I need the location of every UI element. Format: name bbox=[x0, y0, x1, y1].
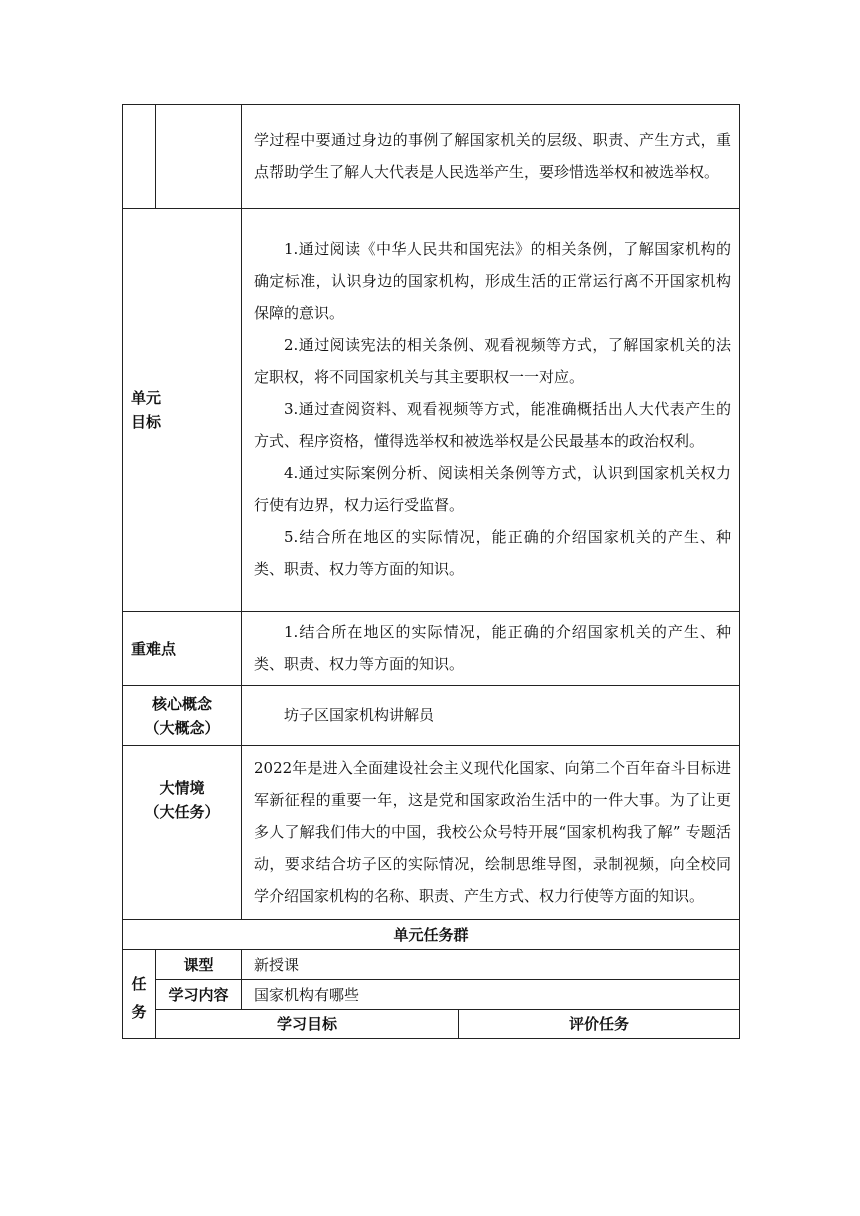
unit-goal-item: 1.通过阅读《中华人民共和国宪法》的相关条例，了解国家机构的确定标准，认识身边的国家机构，形成生活的正常运行离不开国家机构保障的意识。 bbox=[254, 240, 732, 322]
task-side-label bbox=[123, 950, 156, 1039]
unit-goal-item: 5.结合所在地区的实际情况，能正确的介绍国家机关的产生、种类、职责、权力等方面的知识。 bbox=[254, 528, 732, 578]
core-concept-row bbox=[123, 686, 740, 746]
unit-goal-label bbox=[123, 209, 242, 612]
continuation-text bbox=[242, 105, 740, 209]
task-group-header: 单元任务群 bbox=[123, 920, 740, 950]
unit-goal-item: 2.通过阅读宪法的相关条例、观看视频等方式，了解国家机关的法定职权，将不同国家机关与其主要职权一一对应。 bbox=[254, 336, 732, 386]
unit-goal-label-line2: 目标 bbox=[131, 413, 162, 431]
task-side-label-line2: 务 bbox=[131, 1003, 147, 1021]
unit-goal-item: 3.通过查阅资料、观看视频等方式，能准确概括出人大代表产生的方式、程序资格，懂得选举权和被选举权是公民最基本的政治权利。 bbox=[254, 400, 732, 450]
core-concept-text: 坊子区国家机构讲解员 bbox=[284, 705, 435, 724]
unit-goal-label-line1: 单元 bbox=[131, 389, 162, 407]
key-points-label: 重难点 bbox=[123, 612, 242, 686]
core-concept-label bbox=[123, 686, 242, 746]
big-context-label bbox=[123, 746, 242, 920]
learning-content-label: 学习内容 bbox=[156, 980, 242, 1010]
cont-cell-b bbox=[156, 105, 242, 209]
big-context-text: 2022年是进入全面建设社会主义现代化国家、向第二个百年奋斗目标进军新征程的重要一年，这是党和国家政治生活中的一件大事。为了让更多人了解我们伟大的中国，我校公众号特开展“国家机构我了解” 专题活动，要求结合坊子区的实际情况，绘制思维导图，录制视频，向全校同学介绍国家机构的名称、职责、产生方式、权力行使等方面的知识。 bbox=[254, 758, 732, 905]
big-context-content bbox=[242, 746, 740, 920]
learning-goal-header: 学习目标 bbox=[156, 1010, 459, 1039]
learning-content-row bbox=[123, 980, 740, 1010]
continuation-paragraph: 学过程中要通过身边的事例了解国家机关的层级、职责、产生方式，重点帮助学生了解人大代表是人民选举产生，要珍惜选举权和被选举权。 bbox=[254, 130, 732, 181]
evaluation-task-header: 评价任务 bbox=[459, 1010, 740, 1039]
task-group-header-row bbox=[123, 920, 740, 950]
lesson-type-value: 新授课 bbox=[242, 950, 740, 980]
learning-content-value: 国家机构有哪些 bbox=[242, 980, 740, 1010]
task-side-label-line1: 任 bbox=[131, 975, 147, 993]
unit-goal-row bbox=[123, 209, 740, 612]
big-context-label-line1: 大情境 bbox=[159, 779, 205, 797]
lesson-type-row bbox=[123, 950, 740, 980]
core-concept-label-line1: 核心概念 bbox=[151, 694, 212, 713]
unit-goal-content bbox=[242, 209, 740, 612]
lesson-plan-table bbox=[122, 104, 740, 1039]
continuation-row bbox=[123, 105, 740, 209]
big-context-label-line2: （大任务） bbox=[144, 803, 220, 821]
core-concept-content bbox=[242, 686, 740, 746]
big-context-row bbox=[123, 746, 740, 920]
unit-goal-item: 4.通过实际案例分析、阅读相关条例等方式，认识到国家机关权力行使有边界，权力运行受监督。 bbox=[254, 464, 732, 514]
lesson-type-label: 课型 bbox=[156, 950, 242, 980]
key-points-text: 1.结合所在地区的实际情况，能正确的介绍国家机关的产生、种类、职责、权力等方面的知识。 bbox=[254, 622, 732, 673]
key-points-row bbox=[123, 612, 740, 686]
core-concept-label-line2: （大概念） bbox=[144, 718, 220, 737]
cont-cell-a bbox=[123, 105, 156, 209]
task-columns-row bbox=[123, 1010, 740, 1039]
key-points-content bbox=[242, 612, 740, 686]
